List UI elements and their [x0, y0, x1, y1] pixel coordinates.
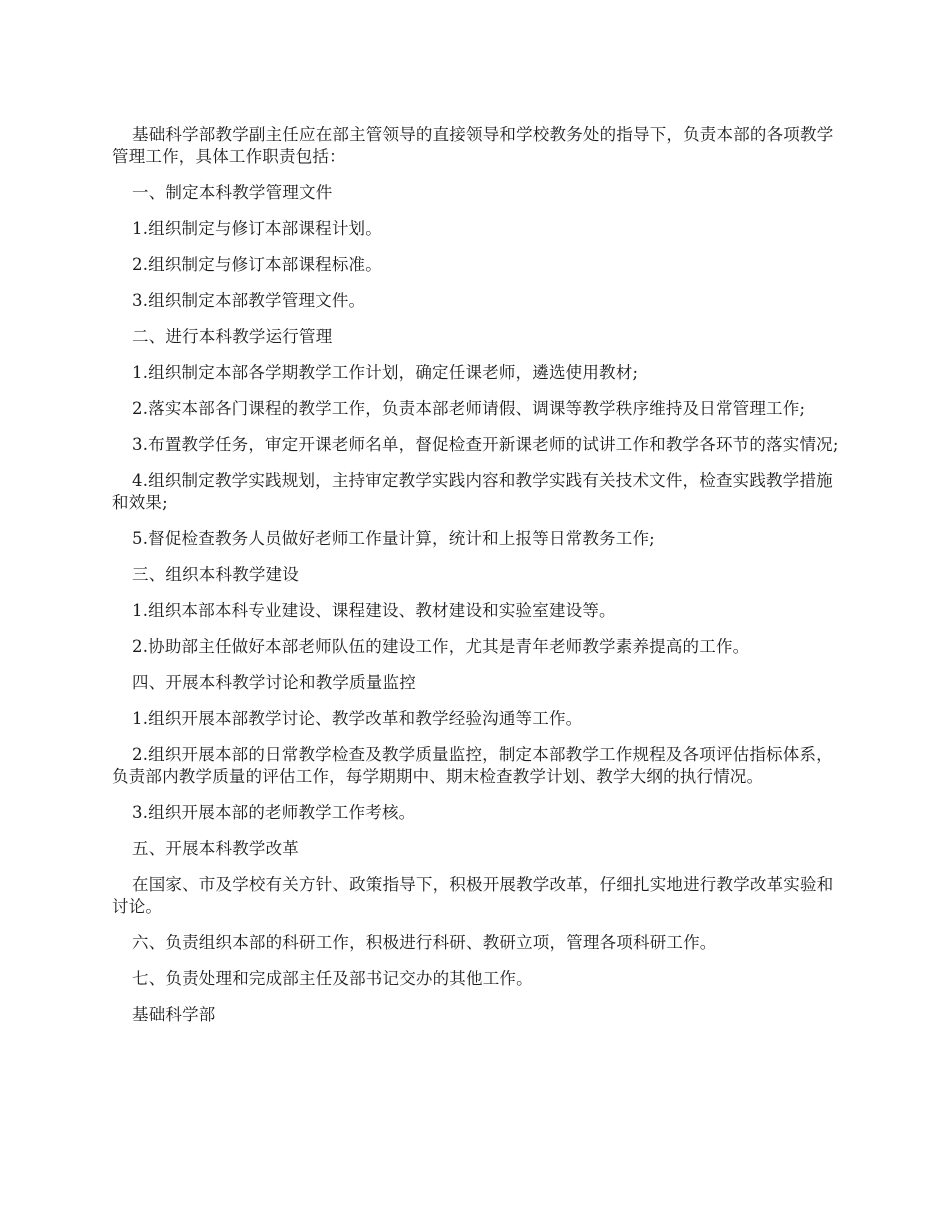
section-heading-2: 二、进行本科教学运行管理: [132, 327, 333, 346]
section-heading-1: 一、制定本科教学管理文件: [132, 183, 333, 202]
section-heading-6: 六、负责组织本部的科研工作，积极进行科研、教研立项，管理各项科研工作。: [132, 933, 717, 952]
document-page: [112, 124, 840, 1040]
list-item: 2.组织制定与修订本部课程标准。: [132, 255, 382, 274]
intro-paragraph: 基础科学部教学副主任应在部主管领导的直接领导和学校教务处的指导下，负责本部的各项教学管理工作，具体工作职责包括：: [112, 125, 834, 166]
list-item: 2.协助部主任做好本部老师队伍的建设工作，尤其是青年老师教学素养提高的工作。: [132, 637, 750, 656]
list-item: 1.组织制定与修订本部课程计划。: [132, 219, 382, 238]
body-paragraph: 在国家、市及学校有关方针、政策指导下，积极开展教学改革，仔细扎实地进行教学改革实验和讨论。: [112, 875, 834, 916]
list-item: 4.组织制定教学实践规划，主持审定教学实践内容和教学实践有关技术文件，检查实践教学措施和效果;: [112, 471, 833, 512]
list-item: 2.落实本部各门课程的教学工作，负责本部老师请假、调课等教学秩序维持及日常管理工作;: [132, 399, 806, 418]
list-item: 5.督促检查教务人员做好老师工作量计算，统计和上报等日常教务工作;: [132, 529, 655, 548]
list-item: 3.组织制定本部教学管理文件。: [132, 291, 366, 310]
list-item: 1.组织制定本部各学期教学工作计划，确定任课老师，遴选使用教材;: [132, 363, 639, 382]
list-item: 3.组织开展本部的老师教学工作考核。: [132, 803, 416, 822]
section-heading-7: 七、负责处理和完成部主任及部书记交办的其他工作。: [132, 969, 533, 988]
list-item: 1.组织本部本科专业建设、课程建设、教材建设和实验室建设等。: [132, 601, 616, 620]
section-heading-5: 五、开展本科教学改革: [132, 839, 299, 858]
section-heading-4: 四、开展本科教学讨论和教学质量监控: [132, 673, 416, 692]
list-item: 1.组织开展本部教学讨论、教学改革和教学经验沟通等工作。: [132, 709, 583, 728]
list-item: 2.组织开展本部的日常教学检查及教学质量监控，制定本部教学工作规程及各项评估指标体系，负责部内教学质量的评估工作，每学期期中、期末检查教学计划、教学大纲的执行情况。: [112, 745, 833, 786]
list-item: 3.布置教学任务，审定开课老师名单，督促检查开新课老师的试讲工作和教学各环节的落实情况;: [132, 435, 839, 454]
section-heading-3: 三、组织本科教学建设: [132, 565, 299, 584]
signature-department: 基础科学部: [132, 1005, 216, 1024]
